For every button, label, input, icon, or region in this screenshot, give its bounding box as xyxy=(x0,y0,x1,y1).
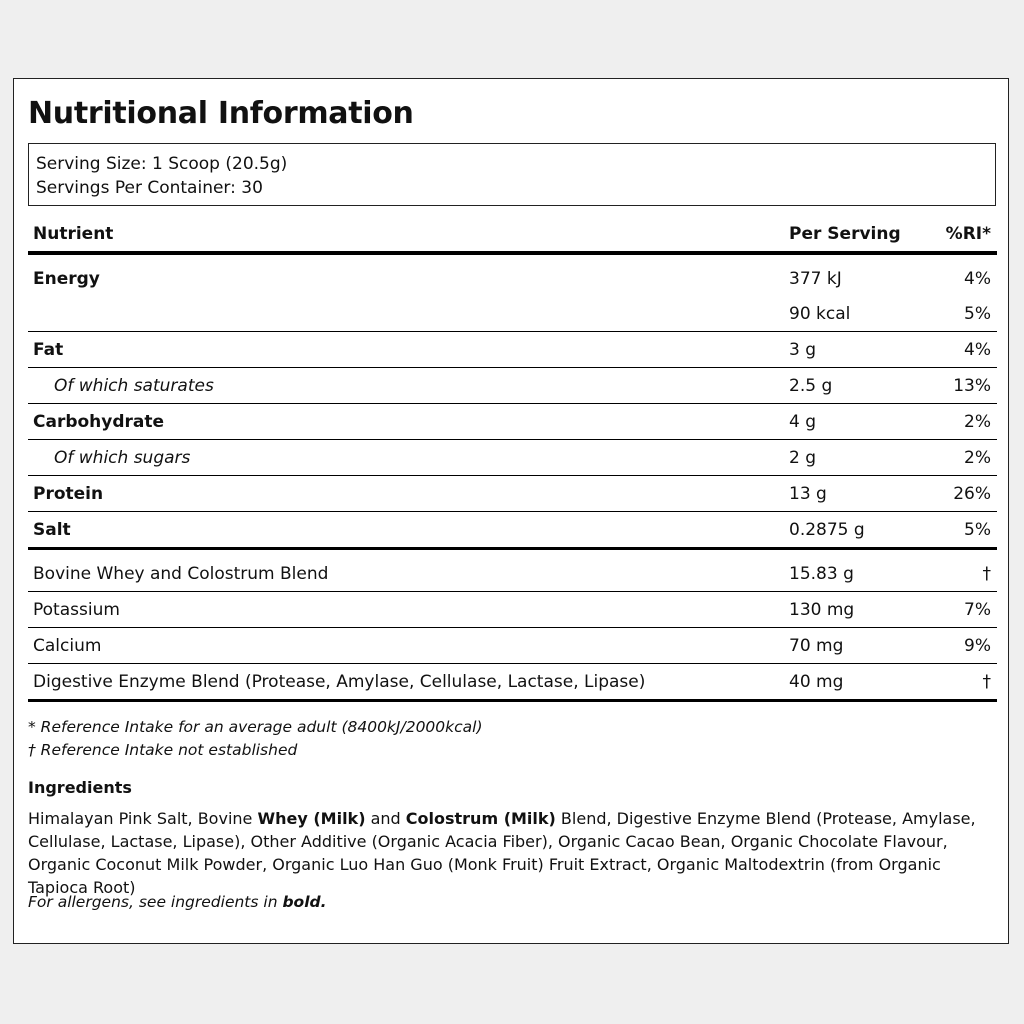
ingredients-part: Himalayan Pink Salt, Bovine xyxy=(28,809,258,828)
ri-value: 4% xyxy=(964,268,991,289)
nutrient-name: Digestive Enzyme Blend (Protease, Amylase, Cellulase, Lactase, Lipase) xyxy=(28,664,789,701)
allergen-colostrum: Colostrum (Milk) xyxy=(405,809,556,828)
per-serving-value: 70 mg xyxy=(789,628,937,664)
table-row xyxy=(28,404,997,440)
table-header-row xyxy=(28,217,997,253)
table-row xyxy=(28,296,997,332)
per-serving-value: 130 mg xyxy=(789,592,937,628)
ri-value: 5% xyxy=(937,512,997,549)
header-ri: %RI* xyxy=(937,217,997,253)
ri-value: 2% xyxy=(937,404,997,440)
per-serving-value: 90 kcal xyxy=(789,296,937,332)
table-row xyxy=(28,368,997,404)
table-row xyxy=(28,440,997,476)
nutrient-name: Salt xyxy=(28,512,789,549)
serving-size: Serving Size: 1 Scoop (20.5g) xyxy=(36,154,288,174)
spacer-row xyxy=(28,549,997,557)
per-serving-value: 3 g xyxy=(789,332,937,368)
ri-footnote: * Reference Intake for an average adult (8400kJ/2000kcal) xyxy=(28,718,483,736)
footnotes xyxy=(28,716,998,762)
nutrient-name: Calcium xyxy=(28,628,789,664)
allergen-note xyxy=(28,893,327,911)
serving-info-box xyxy=(28,143,996,206)
nutrition-panel xyxy=(13,78,1009,944)
nutrient-name xyxy=(28,296,789,332)
ri-value: 9% xyxy=(937,628,997,664)
ri-value: † xyxy=(937,556,997,592)
ri-value: 13% xyxy=(937,368,997,404)
ri-value: † xyxy=(937,664,997,701)
ingredients-text xyxy=(28,807,998,899)
spacer-row xyxy=(28,253,997,261)
ri-value: 26% xyxy=(937,476,997,512)
table-row xyxy=(28,512,997,549)
nutrient-name: Energy xyxy=(33,268,100,289)
table-row xyxy=(28,592,997,628)
table-row xyxy=(28,556,997,592)
ingredients-heading: Ingredients xyxy=(28,778,132,797)
per-serving-value: 15.83 g xyxy=(789,556,937,592)
table-row xyxy=(28,332,997,368)
per-serving-value: 377 kJ xyxy=(789,268,842,289)
nutrient-name: Protein xyxy=(28,476,789,512)
table-row xyxy=(28,476,997,512)
table-row xyxy=(28,664,997,701)
ingredients-part: Blend, Digestive Enzyme Blend (Protease, Amylase, Cellulase, Lactase, Lipase), Other Additive (Organic Acacia Fiber), Organic Cacao Bean, Organic Chocolate Flavour, Organic Coconut Milk Powder, Organic Luo Han Guo (Monk Fruit) Fruit Extract, Organic Maltodextrin (from Organic Tapioca Root) xyxy=(28,809,976,897)
page-title: Nutritional Information xyxy=(28,96,414,131)
per-serving-value: 2.5 g xyxy=(789,368,937,404)
per-serving-value: 40 mg xyxy=(789,664,937,701)
nutrient-name: Carbohydrate xyxy=(28,404,789,440)
per-serving-value: 4 g xyxy=(789,404,937,440)
nutrient-name: Bovine Whey and Colostrum Blend xyxy=(28,556,789,592)
servings-per-container: Servings Per Container: 30 xyxy=(36,178,263,198)
table-row xyxy=(28,261,997,296)
ingredients-part: and xyxy=(365,809,406,828)
per-serving-value: 2 g xyxy=(789,440,937,476)
per-serving-value: 0.2875 g xyxy=(789,512,937,549)
ri-value: 5% xyxy=(937,296,997,332)
ri-value: 2% xyxy=(937,440,997,476)
allergen-note-text: For allergens, see ingredients in xyxy=(28,893,283,911)
nutrient-name: Potassium xyxy=(28,592,789,628)
nutrient-name: Of which saturates xyxy=(28,368,789,404)
table-row xyxy=(28,628,997,664)
nutrition-table xyxy=(28,217,997,702)
ri-value: 4% xyxy=(937,332,997,368)
header-per-serving: Per Serving xyxy=(789,217,937,253)
nutrient-name: Fat xyxy=(28,332,789,368)
dagger-footnote: † Reference Intake not established xyxy=(28,741,298,759)
per-serving-value: 13 g xyxy=(789,476,937,512)
nutrient-name: Of which sugars xyxy=(28,440,789,476)
ri-value: 7% xyxy=(937,592,997,628)
header-nutrient: Nutrient xyxy=(28,217,789,253)
allergen-note-bold: bold. xyxy=(282,893,327,911)
allergen-whey: Whey (Milk) xyxy=(257,809,366,828)
